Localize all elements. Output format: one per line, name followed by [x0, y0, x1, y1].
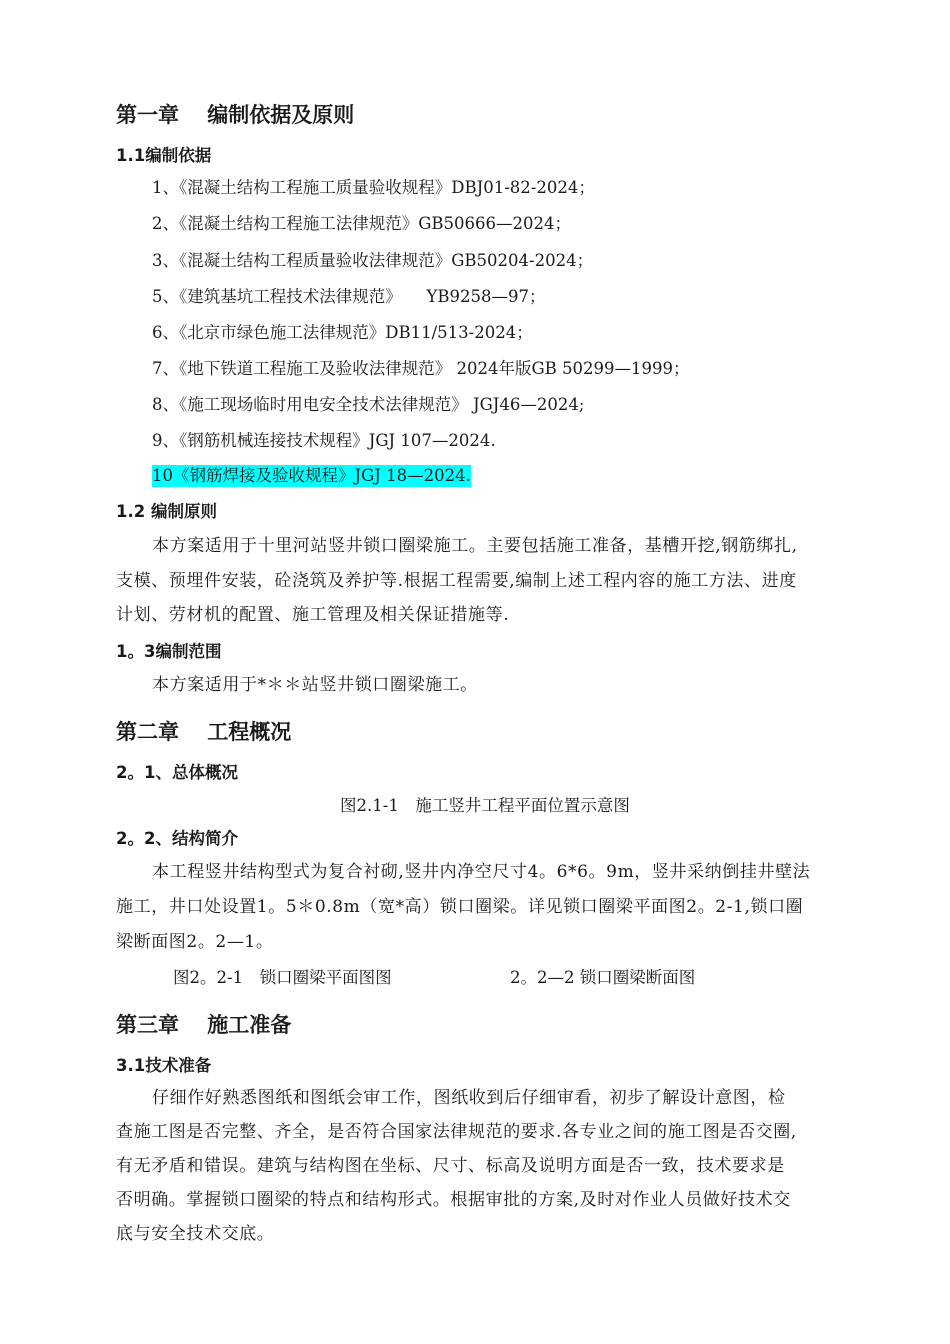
list-item: 3、《混凝土结构工程质量验收法律规范》GB50204-2024； [152, 251, 594, 270]
section-1-2-heading: 1.2 编制原则 [116, 502, 217, 521]
list-item: 9、《钢筋机械连接技术规程》JGJ 107—2024. [152, 431, 496, 450]
list-item: 1、《混凝土结构工程施工质量验收规程》DBJ01-82-2024； [152, 178, 595, 197]
paragraph-line: 查施工图是否完整、齐全，是否符合国家法律规范的要求.各专业之间的施工图是否交圈, [116, 1122, 797, 1142]
list-item: 2、《混凝土结构工程施工法律规范》GB50666—2024； [152, 214, 572, 233]
section-3-1-heading: 3.1技术准备 [116, 1056, 212, 1075]
paragraph-line: 否明确。掌握锁口圈梁的特点和结构形式。根据审批的方案,及时对作业人员做好技术交 [116, 1190, 791, 1210]
list-item: 6、《北京市绿色施工法律规范》DB11/513-2024； [152, 323, 533, 342]
figure-caption: 2。2—2 锁口圈梁断面图 [510, 968, 696, 987]
paragraph-line: 施工，井口处设置1。5＊0.8m（宽*高）锁口圈梁。详见锁口圈梁平面图2。2-1,锁口圈 [116, 897, 804, 917]
paragraph-line: 支模、预埋件安装，砼浇筑及养护等.根据工程需要,编制上述工程内容的施工方法、进度 [116, 571, 797, 591]
paragraph-line: 仔细作好熟悉图纸和图纸会审工作，图纸收到后仔细审看，初步了解设计意图，检 [152, 1088, 786, 1108]
chapter-1-title: 第一章 编制依据及原则 [116, 103, 355, 127]
figure-caption: 图2.1-1 施工竖井工程平面位置示意图 [340, 796, 630, 815]
paragraph-line: 本方案适用于十里河站竖井锁口圈梁施工。主要包括施工准备，基槽开挖,钢筋绑扎, [152, 536, 798, 556]
paragraph-line: 有无矛盾和错误。建筑与结构图在坐标、尺寸、标高及说明方面是否一致，技术要求是 [116, 1156, 785, 1176]
paragraph-line: 本方案适用于*＊＊站竖井锁口圈梁施工。 [152, 675, 478, 695]
list-item: 8、《施工现场临时用电安全技术法律规范》 JGJ46—2024; [152, 395, 585, 414]
paragraph-line: 计划、劳材机的配置、施工管理及相关保证措施等. [116, 605, 510, 625]
section-1-3-heading: 1。3编制范围 [116, 642, 222, 661]
paragraph-line: 梁断面图2。2—1。 [116, 932, 274, 952]
list-item: 7、《地下铁道工程施工及验收法律规范》 2024年版GB 50299—1999； [152, 359, 690, 378]
highlighted-list-item: 10《钢筋焊接及验收规程》JGJ 18—2024. [152, 466, 471, 485]
section-2-2-heading: 2。2、结构简介 [116, 829, 238, 848]
list-item: 5、《建筑基坑工程技术法律规范》 YB9258—97； [152, 287, 546, 306]
chapter-2-title: 第二章 工程概况 [116, 720, 292, 744]
section-1-1-heading: 1.1编制依据 [116, 146, 212, 165]
paragraph-line: 底与安全技术交底。 [116, 1224, 275, 1244]
paragraph-line: 本工程竖井结构型式为复合衬砌,竖井内净空尺寸4。6*6。9m，竖井采纳倒挂井壁法 [152, 862, 811, 882]
chapter-3-title: 第三章 施工准备 [116, 1013, 292, 1037]
section-2-1-heading: 2。1、总体概况 [116, 763, 238, 782]
figure-caption: 图2。2-1 锁口圈梁平面图图 [173, 968, 392, 987]
